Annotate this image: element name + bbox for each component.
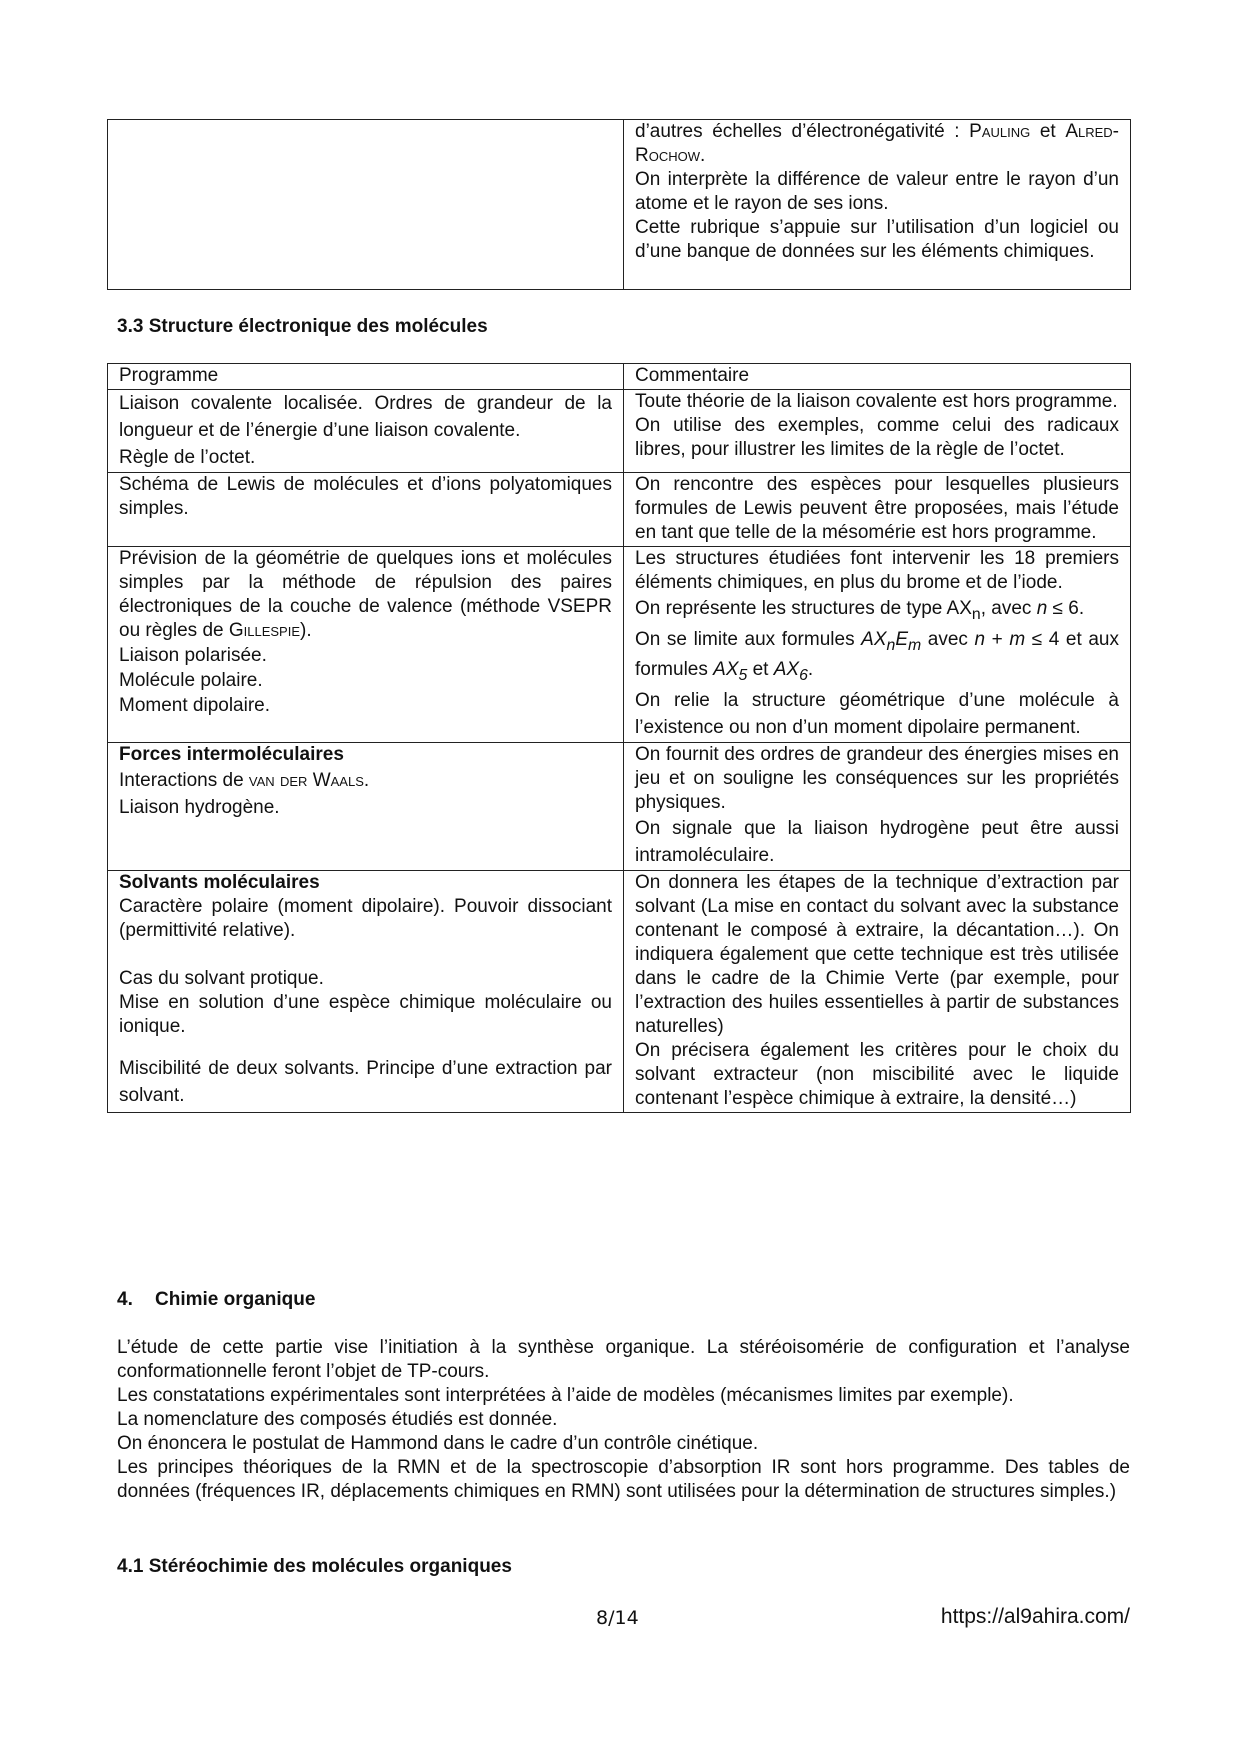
text: ). bbox=[300, 620, 312, 641]
paragraph: Cette rubrique s’appuie sur l’utilisation d’un logiciel ou d’une banque de données sur les éléments chimiques. bbox=[635, 217, 1119, 262]
text: . bbox=[363, 770, 370, 792]
paragraph: On donnera les étapes de la technique d’extraction par solvant (La mise en contact du solvant avec la substance contenant le composé à extraire, la décantation…). On indiquera également que cette technique est très utilisée dans le cadre de la Chimie Verte (par exemple, pour l’extraction des huiles essentielles à partir de substances naturelles) bbox=[635, 872, 1119, 1038]
table-cell-comment bbox=[624, 473, 1131, 547]
table-cell-programme bbox=[108, 871, 624, 1113]
paragraph: Caractère polaire (moment dipolaire). Pouvoir dissociant (permittivité relative). bbox=[119, 896, 612, 942]
section-4-intro bbox=[117, 1336, 1130, 1504]
section-title-text: Chimie organique bbox=[155, 1289, 316, 1310]
table-cell-programme bbox=[108, 547, 624, 743]
paragraph: Molécule polaire. bbox=[119, 670, 263, 691]
text: ≤ 4 et aux formules bbox=[635, 628, 1119, 680]
paragraph: On utilise des exemples, comme celui des radicaux libres, pour illustrer les limites de la règle de l’octet. bbox=[635, 415, 1119, 460]
table-header-row bbox=[108, 364, 1131, 390]
variable: n bbox=[1036, 598, 1048, 619]
paragraph: L’étude de cette partie vise l’initiation à la synthèse organique. La stéréoisomérie de configuration et l’analyse conformationnelle feront l’objet de TP-cours. bbox=[117, 1337, 1130, 1382]
paragraph: On relie la structure géométrique d’une molécule à l’existence ou non d’un moment dipolaire permanent. bbox=[635, 690, 1119, 739]
variable: m bbox=[1009, 628, 1026, 650]
text: , avec bbox=[980, 598, 1037, 619]
table-cell-comment bbox=[624, 120, 1131, 290]
section-title-4 bbox=[117, 1289, 315, 1311]
table-row bbox=[108, 871, 1131, 1113]
paragraph: Les constatations expérimentales sont interprétées à l’aide de modèles (mécanismes limites par exemple). bbox=[117, 1385, 1014, 1406]
section-title-4-1: 4.1 Stéréochimie des molécules organiques bbox=[117, 1556, 512, 1577]
text: et bbox=[1030, 121, 1056, 142]
text: . bbox=[807, 658, 814, 680]
table-cell-comment bbox=[624, 743, 1131, 871]
table-cell-empty bbox=[108, 120, 624, 290]
footer-url: https://al9ahira.com/ bbox=[940, 1605, 1130, 1628]
subscript: n bbox=[971, 605, 981, 623]
paragraph: Les structures étudiées font intervenir les 18 premiers éléments chimiques, en plus du brome et de l’iode. bbox=[635, 548, 1119, 593]
header-commentaire: Commentaire bbox=[624, 364, 1131, 390]
subscript: 5 bbox=[738, 666, 748, 684]
paragraph: Liaison hydrogène. bbox=[119, 797, 280, 819]
paragraph: On interprète la différence de valeur entre le rayon d’un atome et le rayon de ses ions. bbox=[635, 169, 1119, 214]
text: Interactions de bbox=[119, 770, 249, 792]
formula: AX bbox=[713, 658, 739, 680]
text: + bbox=[985, 628, 1010, 650]
subscript: m bbox=[908, 636, 922, 654]
table-cell-comment bbox=[624, 390, 1131, 473]
text: et bbox=[747, 658, 774, 680]
author-name: Gillespie bbox=[228, 620, 301, 641]
table-row bbox=[108, 743, 1131, 871]
continuation-table bbox=[107, 119, 1131, 290]
table-cell-comment bbox=[624, 871, 1131, 1113]
paragraph: Les principes théoriques de la RMN et de la spectroscopie d’absorption IR sont hors programme. Des tables de données (fréquences IR, déplacements chimiques en RMN) sont utilisées pour la détermination de structures simples.) bbox=[117, 1457, 1130, 1502]
section-title-3-3: 3.3 Structure électronique des molécules bbox=[117, 316, 488, 337]
paragraph: Miscibilité de deux solvants. Principe d’une extraction par solvant. bbox=[119, 1058, 612, 1107]
table-row bbox=[108, 547, 1131, 743]
section-number: 4. bbox=[117, 1289, 133, 1310]
formula: AX bbox=[773, 658, 800, 680]
table-row bbox=[108, 473, 1131, 547]
text: avec bbox=[921, 628, 975, 650]
text: On se limite aux formules bbox=[635, 628, 862, 650]
paragraph: Moment dipolaire. bbox=[119, 695, 271, 716]
text: d’autres échelles d’électronégativité : bbox=[635, 121, 970, 142]
paragraph: Cas du solvant protique. bbox=[119, 968, 324, 990]
header-programme: Programme bbox=[108, 364, 624, 390]
paragraph: Liaison covalente localisée. Ordres de grandeur de la longueur et de l’énergie d’une liaison covalente. bbox=[119, 393, 612, 441]
text: . bbox=[700, 145, 706, 166]
table-cell-programme bbox=[108, 390, 624, 473]
text: On représente les structures de type AX bbox=[635, 598, 972, 619]
paragraph: On rencontre des espèces pour lesquelles plusieurs formules de Lewis peuvent être proposées, mais l’étude en tant que telle de la mésomérie est hors programme. bbox=[635, 474, 1119, 543]
paragraph: Mise en solution d’une espèce chimique moléculaire ou ionique. bbox=[119, 992, 612, 1038]
formula: E bbox=[895, 628, 909, 650]
text: Prévision de la géométrie de quelques ions et molécules simples par la méthode de répulsion des paires électroniques de la couche de valence (méthode VSEPR ou règles de bbox=[119, 548, 612, 641]
author-name: Pauling bbox=[969, 121, 1031, 142]
subheading: Forces intermoléculaires bbox=[119, 744, 344, 766]
paragraph: On précisera également les critères pour le choix du solvant extracteur (non miscibilité avec le liquide contenant l’espèce chimique à extraire, la densité…) bbox=[635, 1040, 1119, 1110]
author-name: Alred-Rochow bbox=[635, 121, 1119, 166]
table-cell-programme bbox=[108, 473, 624, 547]
paragraph: On énoncera le postulat de Hammond dans le cadre d’un contrôle cinétique. bbox=[117, 1433, 759, 1454]
paragraph: On signale que la liaison hydrogène peut être aussi intramoléculaire. bbox=[635, 818, 1119, 867]
paragraph: Liaison polarisée. bbox=[119, 645, 267, 666]
table-row bbox=[108, 120, 1131, 290]
paragraph: Règle de l’octet. bbox=[119, 447, 256, 468]
paragraph: Toute théorie de la liaison covalente est hors programme. bbox=[635, 391, 1118, 412]
table-cell-comment bbox=[624, 547, 1131, 743]
text: ≤ 6. bbox=[1047, 598, 1085, 619]
programme-table bbox=[107, 363, 1131, 1113]
page-number: 8/14 bbox=[596, 1607, 639, 1629]
table-row bbox=[108, 390, 1131, 473]
subscript: 6 bbox=[799, 666, 808, 684]
formula: AX bbox=[861, 628, 887, 650]
author-name: van der Waals bbox=[248, 770, 364, 792]
subheading: Solvants moléculaires bbox=[119, 872, 320, 894]
paragraph: La nomenclature des composés étudiés est donnée. bbox=[117, 1409, 558, 1430]
variable: n bbox=[974, 628, 986, 650]
paragraph: On fournit des ordres de grandeur des énergies mises en jeu et on souligne les conséquences sur les propriétés physiques. bbox=[635, 744, 1119, 814]
paragraph: Schéma de Lewis de molécules et d’ions polyatomiques simples. bbox=[119, 474, 612, 519]
table-cell-programme bbox=[108, 743, 624, 871]
subscript: n bbox=[886, 636, 896, 654]
